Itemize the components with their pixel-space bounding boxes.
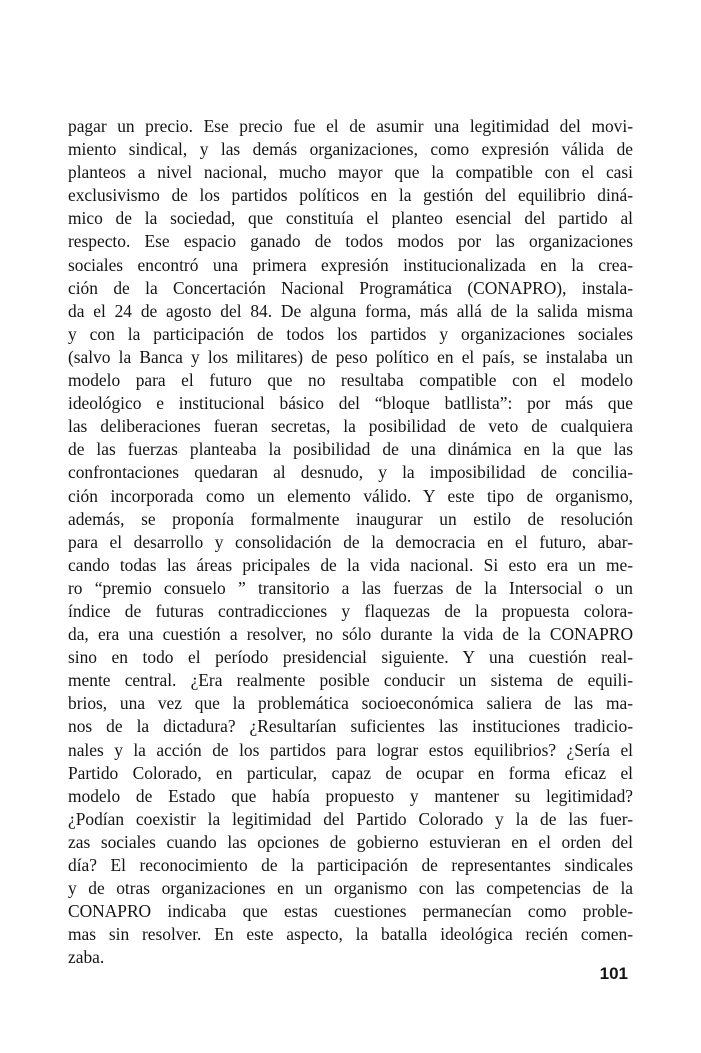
text-line: exclusivismo de los partidos políticos en la gestión del equilibrio diná- bbox=[68, 185, 633, 206]
page-number: 101 bbox=[599, 964, 628, 983]
text-line: las deliberaciones fueran secretas, la posibilidad de veto de cualquiera bbox=[68, 416, 633, 437]
text-line: miento sindical, y las demás organizaciones, como expresión válida de bbox=[68, 139, 633, 160]
text-line: confrontaciones quedaran al desnudo, y la imposibilidad de concilia- bbox=[68, 462, 633, 483]
text-line: nales y la acción de los partidos para lograr estos equilibrios? ¿Sería el bbox=[68, 739, 633, 760]
text-line: (salvo la Banca y los militares) de peso político en el país, se instalaba un bbox=[68, 346, 633, 367]
body-text bbox=[68, 115, 633, 969]
text-line: ción incorporada como un elemento válido. Y este tipo de organismo, bbox=[68, 485, 633, 506]
text-line: CONAPRO indicaba que estas cuestiones permanecían como proble- bbox=[68, 901, 633, 922]
text-line: zas sociales cuando las opciones de gobierno estuvieran en el orden del bbox=[68, 831, 633, 852]
text-line: Partido Colorado, en particular, capaz de ocupar en forma eficaz el bbox=[68, 762, 633, 783]
text-line: modelo de Estado que había propuesto y mantener su legitimidad? bbox=[68, 785, 633, 806]
text-line: y de otras organizaciones en un organismo con las competencias de la bbox=[68, 878, 633, 899]
text-line: ción de la Concertación Nacional Programática (CONAPRO), instala- bbox=[68, 277, 633, 298]
text-line: respecto. Ese espacio ganado de todos modos por las organizaciones bbox=[68, 231, 633, 252]
text-line: de las fuerzas planteaba la posibilidad de una dinámica en la que las bbox=[68, 439, 633, 460]
text-line: mente central. ¿Era realmente posible conducir un sistema de equili- bbox=[68, 670, 633, 691]
text-line: ¿Podían coexistir la legitimidad del Partido Colorado y la de las fuer- bbox=[68, 808, 633, 829]
text-line: nos de la dictadura? ¿Resultarían suficientes las instituciones tradicio- bbox=[68, 716, 633, 737]
text-line: da el 24 de agosto del 84. De alguna forma, más allá de la salida misma bbox=[68, 300, 633, 321]
text-line: ro “premio consuelo ” transitorio a las fuerzas de la Intersocial o un bbox=[68, 577, 633, 598]
text-line: ideológico e institucional básico del “bloque batllista”: por más que bbox=[68, 393, 633, 414]
text-line: sino en todo el período presidencial siguiente. Y una cuestión real- bbox=[68, 647, 633, 668]
text-line: día? El reconocimiento de la participación de representantes sindicales bbox=[68, 855, 633, 875]
text-line: para el desarrollo y consolidación de la democracia en el futuro, abar- bbox=[68, 531, 633, 552]
text-line: planteos a nivel nacional, mucho mayor que la compatible con el casi bbox=[68, 162, 633, 183]
text-line: mas sin resolver. En este aspecto, la batalla ideológica recién comen- bbox=[68, 924, 633, 945]
text-line: modelo para el futuro que no resultaba compatible con el modelo bbox=[68, 370, 633, 391]
text-line: zaba. bbox=[68, 947, 105, 968]
text-line: sociales encontró una primera expresión institucionalizada en la crea- bbox=[68, 254, 633, 275]
text-line: pagar un precio. Ese precio fue el de asumir una legitimidad del movi- bbox=[68, 116, 633, 136]
text-line: mico de la sociedad, que constituía el planteo esencial del partido al bbox=[68, 208, 633, 229]
text-line: da, era una cuestión a resolver, no sólo durante la vida de la CONAPRO bbox=[68, 624, 633, 645]
text-line: además, se proponía formalmente inaugurar un estilo de resolución bbox=[68, 508, 633, 529]
text-line: y con la participación de todos los partidos y organizaciones sociales bbox=[68, 323, 633, 344]
text-line: índice de futuras contradicciones y flaquezas de la propuesta colora- bbox=[68, 600, 633, 621]
text-line: cando todas las áreas pricipales de la vida nacional. Si esto era un me- bbox=[68, 554, 633, 575]
text-line: brios, una vez que la problemática socioeconómica saliera de las ma- bbox=[68, 693, 633, 714]
